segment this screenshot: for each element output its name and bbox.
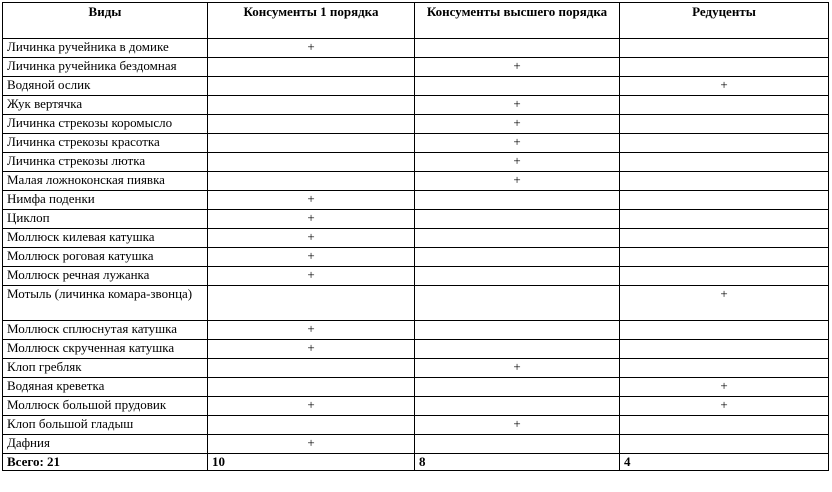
table-row	[3, 378, 829, 397]
species-name-cell: Жук вертячка	[3, 96, 208, 115]
mark-cell-c1	[208, 96, 415, 115]
table-row	[3, 359, 829, 378]
mark-cell-c3: +	[620, 286, 829, 321]
mark-cell-c1: +	[208, 248, 415, 267]
mark-cell-c1	[208, 286, 415, 321]
species-name-cell: Дафния	[3, 435, 208, 454]
mark-cell-c1	[208, 172, 415, 191]
species-name-cell: Личинка стрекозы коромысло	[3, 115, 208, 134]
mark-cell-c2	[415, 267, 620, 286]
mark-cell-c1: +	[208, 321, 415, 340]
mark-cell-c1	[208, 134, 415, 153]
mark-cell-c1: +	[208, 210, 415, 229]
mark-cell-c3	[620, 359, 829, 378]
total-label: Всего: 21	[3, 454, 208, 471]
species-name-cell: Моллюск килевая катушка	[3, 229, 208, 248]
mark-cell-c3	[620, 321, 829, 340]
mark-cell-c3	[620, 416, 829, 435]
mark-cell-c2	[415, 39, 620, 58]
table-row	[3, 267, 829, 286]
mark-cell-c3	[620, 267, 829, 286]
mark-cell-c3	[620, 96, 829, 115]
table-row	[3, 340, 829, 359]
table-total-row	[3, 454, 829, 471]
table-row	[3, 58, 829, 77]
table-row	[3, 248, 829, 267]
mark-cell-c3	[620, 134, 829, 153]
table-row	[3, 416, 829, 435]
header-decomposers: Редуценты	[620, 3, 829, 39]
mark-cell-c1: +	[208, 191, 415, 210]
mark-cell-c1	[208, 58, 415, 77]
mark-cell-c2: +	[415, 359, 620, 378]
mark-cell-c3	[620, 229, 829, 248]
mark-cell-c2	[415, 378, 620, 397]
header-species: Виды	[3, 3, 208, 39]
mark-cell-c1	[208, 77, 415, 96]
mark-cell-c2	[415, 397, 620, 416]
header-primary-consumers: Консументы 1 порядка	[208, 3, 415, 39]
table-row	[3, 210, 829, 229]
table-row	[3, 435, 829, 454]
mark-cell-c3	[620, 340, 829, 359]
species-name-cell: Водяной ослик	[3, 77, 208, 96]
species-name-cell: Клоп большой гладыш	[3, 416, 208, 435]
mark-cell-c1: +	[208, 435, 415, 454]
mark-cell-c2	[415, 321, 620, 340]
mark-cell-c3	[620, 153, 829, 172]
species-name-cell: Нимфа поденки	[3, 191, 208, 210]
mark-cell-c2: +	[415, 96, 620, 115]
mark-cell-c2: +	[415, 172, 620, 191]
mark-cell-c1	[208, 153, 415, 172]
mark-cell-c3: +	[620, 397, 829, 416]
total-decomposers: 4	[620, 454, 829, 471]
mark-cell-c1	[208, 378, 415, 397]
mark-cell-c3	[620, 435, 829, 454]
species-name-cell: Циклоп	[3, 210, 208, 229]
species-name-cell: Водяная креветка	[3, 378, 208, 397]
mark-cell-c3: +	[620, 378, 829, 397]
mark-cell-c2	[415, 286, 620, 321]
mark-cell-c1: +	[208, 340, 415, 359]
mark-cell-c2: +	[415, 153, 620, 172]
species-name-cell: Моллюск сплюснутая катушка	[3, 321, 208, 340]
species-name-cell: Малая ложноконская пиявка	[3, 172, 208, 191]
mark-cell-c1	[208, 416, 415, 435]
mark-cell-c2: +	[415, 134, 620, 153]
table-row	[3, 39, 829, 58]
mark-cell-c2: +	[415, 416, 620, 435]
table-row	[3, 153, 829, 172]
mark-cell-c3	[620, 58, 829, 77]
species-name-cell: Моллюск скрученная катушка	[3, 340, 208, 359]
species-name-cell: Клоп гребляк	[3, 359, 208, 378]
header-higher-consumers: Консументы высшего порядка	[415, 3, 620, 39]
total-primary-consumers: 10	[208, 454, 415, 471]
mark-cell-c1	[208, 115, 415, 134]
mark-cell-c3: +	[620, 77, 829, 96]
species-name-cell: Мотыль (личинка комара-звонца)	[3, 286, 208, 321]
table-row	[3, 286, 829, 321]
mark-cell-c1: +	[208, 397, 415, 416]
mark-cell-c3	[620, 39, 829, 58]
table-row	[3, 115, 829, 134]
mark-cell-c1: +	[208, 229, 415, 248]
mark-cell-c3	[620, 115, 829, 134]
table-header-row	[3, 3, 829, 39]
mark-cell-c3	[620, 191, 829, 210]
mark-cell-c1: +	[208, 267, 415, 286]
table-row	[3, 96, 829, 115]
mark-cell-c2	[415, 248, 620, 267]
mark-cell-c2: +	[415, 58, 620, 77]
species-name-cell: Моллюск роговая катушка	[3, 248, 208, 267]
species-name-cell: Личинка ручейника бездомная	[3, 58, 208, 77]
mark-cell-c2	[415, 77, 620, 96]
species-name-cell: Личинка ручейника в домике	[3, 39, 208, 58]
species-name-cell: Личинка стрекозы лютка	[3, 153, 208, 172]
mark-cell-c1: +	[208, 39, 415, 58]
table-row	[3, 77, 829, 96]
total-higher-consumers: 8	[415, 454, 620, 471]
mark-cell-c2	[415, 210, 620, 229]
table-row	[3, 229, 829, 248]
species-name-cell: Личинка стрекозы красотка	[3, 134, 208, 153]
table-row	[3, 321, 829, 340]
species-classification-table	[2, 2, 829, 471]
table-row	[3, 134, 829, 153]
mark-cell-c2	[415, 191, 620, 210]
species-name-cell: Моллюск речная лужанка	[3, 267, 208, 286]
mark-cell-c3	[620, 210, 829, 229]
species-name-cell: Моллюск большой прудовик	[3, 397, 208, 416]
mark-cell-c3	[620, 172, 829, 191]
mark-cell-c2: +	[415, 115, 620, 134]
mark-cell-c3	[620, 248, 829, 267]
mark-cell-c2	[415, 340, 620, 359]
table-row	[3, 397, 829, 416]
mark-cell-c2	[415, 435, 620, 454]
table-row	[3, 191, 829, 210]
mark-cell-c2	[415, 229, 620, 248]
table-row	[3, 172, 829, 191]
mark-cell-c1	[208, 359, 415, 378]
